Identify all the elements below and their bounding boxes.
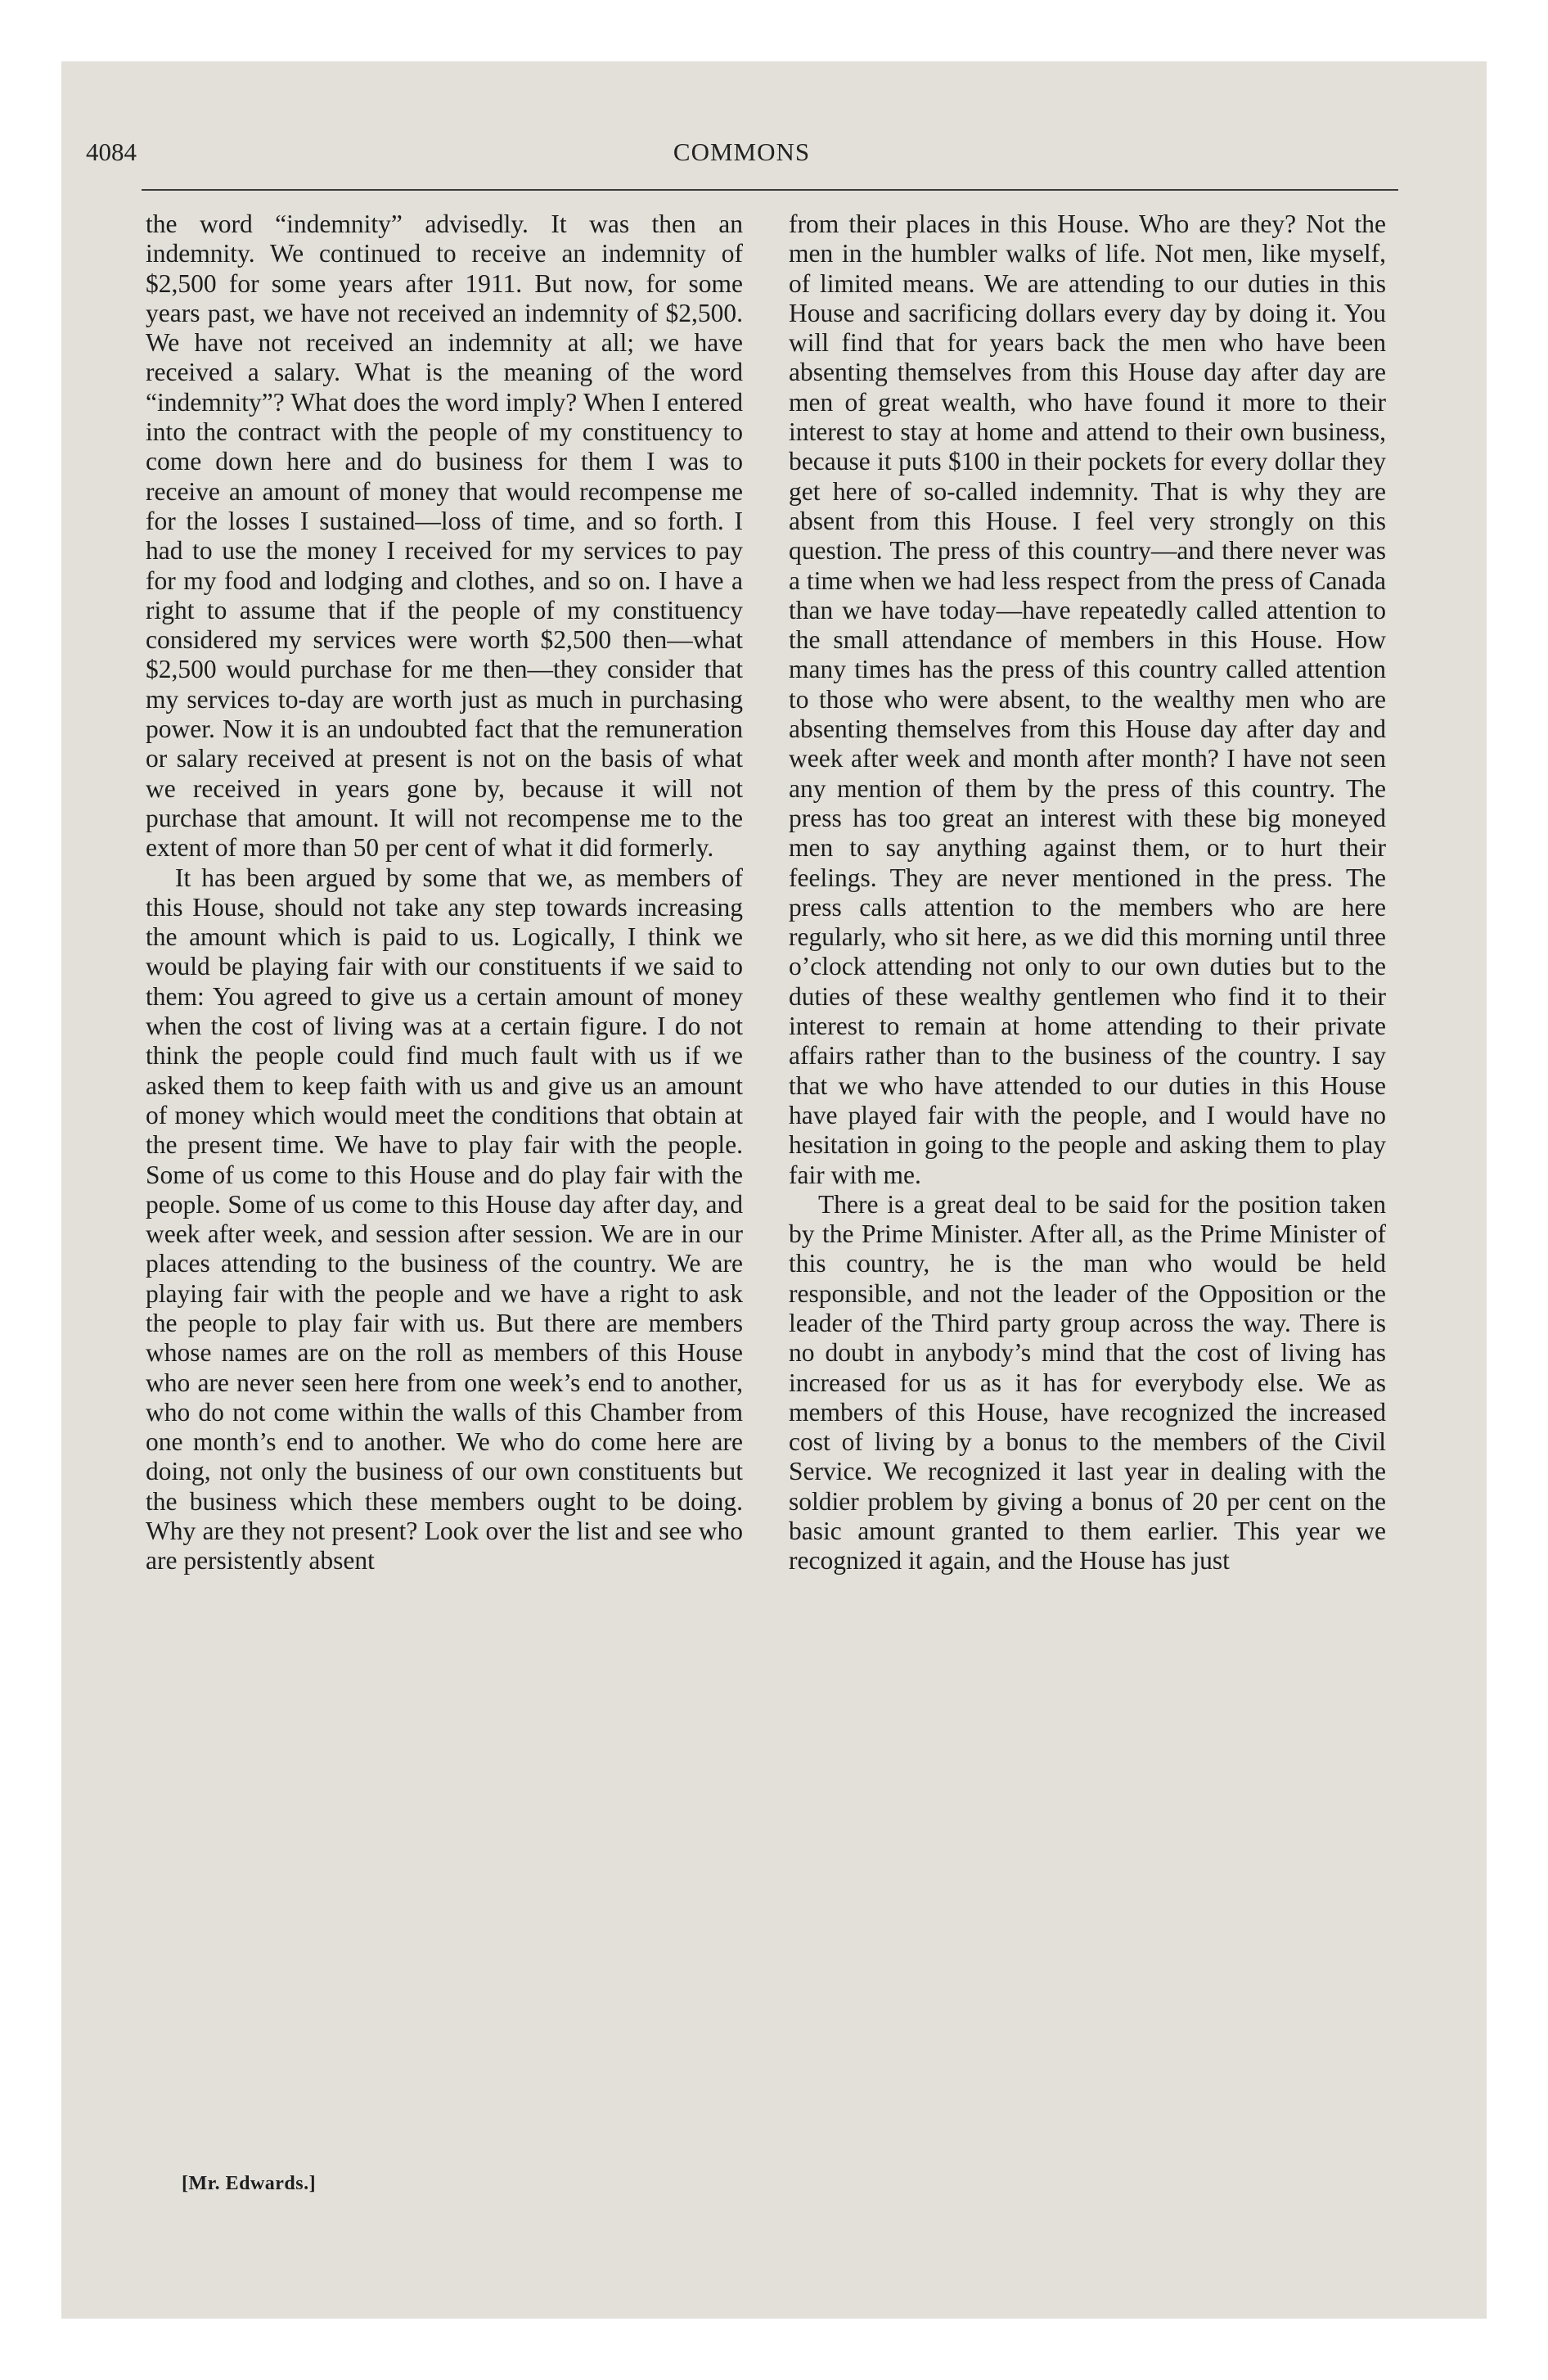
right-paragraph-2: There is a great deal to be said for the position taken by the Prime Minister. After all, as the Prime Minister of this country, he is the man who would be held responsible, and not the leader of the Opposition or the leader of the Third party group across the way. There is no doubt in anybody’s mind that the cost of living has increased for us as it has for everybody else. We as members of this House, have recognized the increased cost of living by a bonus to the members of the Civil Service. We recognized it last year in dealing with the soldier problem by giving a bonus of 20 per cent on the basic amount granted to them earlier. This year we recognized it again, and the House has just	[789, 1189, 1386, 1575]
page-number: 4084	[86, 137, 137, 166]
left-paragraph-1: the word “indemnity” advisedly. It was then an indemnity. We continued to receive an indemnity of $2,500 for some years after 1911. But now, for some years past, we have not received an indemnity of $2,500. We have not received an indemnity at all; we have received a salary. What is the meaning of the word “indemnity”? What does the word imply? When I entered into the contract with the people of my constituency to come down here and do business for them I was to receive an amount of money that would recompense me for the losses I sustained—loss of time, and so forth. I had to use the money I received for my services to pay for my food and lodging and clothes, and so on. I have a right to assume that if the people of my constituency considered my services were worth $2,500 then—what $2,500 would purchase for me then—they consider that my services to-day are worth just as much in purchasing power. Now it is an undoubted fact that the remuneration or salary received at present is not on the basis of what we received in years gone by, because it will not purchase that amount. It will not recompense me to the extent of more than 50 per cent of what it did formerly.	[146, 210, 743, 863]
left-paragraph-2: It has been argued by some that we, as members of this House, should not take any step towards increasing the amount which is paid to us. Logically, I think we would be playing fair with our constituents if we said to them: You agreed to give us a certain amount of money when the cost of living was at a certain figure. I do not think the people could find much fault with us if we asked them to keep faith with us and give us an amount of money which would meet the conditions that obtain at the present time. We have to play fair with the people. Some of us come to this House and do play fair with the people. Some of us come to this House day after day, and week after week, and session after session. We are in our places attending to the business of the country. We are playing fair with the people and we have a right to ask the people to play fair with us. But there are members whose names are on the roll as members of this House who are never seen here from one week’s end to another, who do not come within the walls of this Chamber from one month’s end to another. We who do come here are doing, not only the business of our own constituents but the business which these members ought to be doing. Why are they not present? Look over the list and see who are persistently absent	[146, 863, 743, 1575]
speaker-tag: [Mr. Edwards.]	[182, 2173, 317, 2194]
header-rule	[142, 189, 1398, 191]
running-head: COMMONS	[673, 137, 811, 166]
right-paragraph-1: from their places in this House. Who are they? Not the men in the humbler walks of life. Not men, like myself, of limited means. We are attending to our duties in this House and sacrificing dollars every day by doing it. You will find that for years back the men who have been absenting themselves from this House day after day are men of great wealth, who have found it more to their interest to stay at home and attend to their own business, because it puts $100 in their pockets for every dollar they get here of so-called indemnity. That is why they are absent from this House. I feel very strongly on this question. The press of this country—and there never was a time when we had less respect from the press of Canada than we have today—have repeatedly called attention to the small attendance of members in this House. How many times has the press of this country called attention to those who were absent, to the wealthy men who are absenting themselves from this House day after day and week after week and month after month? I have not seen any mention of them by the press of this country. The press has too great an interest with these big moneyed men to say anything against them, or to hurt their feelings. They are never mentioned in the press. The press calls attention to the members who are here regularly, who sit here, as we did this morning until three o’clock attending not only to our own duties but to the duties of these wealthy gentlemen who find it to their interest to remain at home attending to their private affairs rather than to the business of the country. I say that we who have attended to our duties in this House have played fair with the people, and I would have no hesitation in going to the people and asking them to play fair with me.	[789, 210, 1386, 1189]
left-column	[146, 210, 743, 1576]
page-header	[86, 137, 1397, 177]
right-column	[789, 210, 1386, 1576]
